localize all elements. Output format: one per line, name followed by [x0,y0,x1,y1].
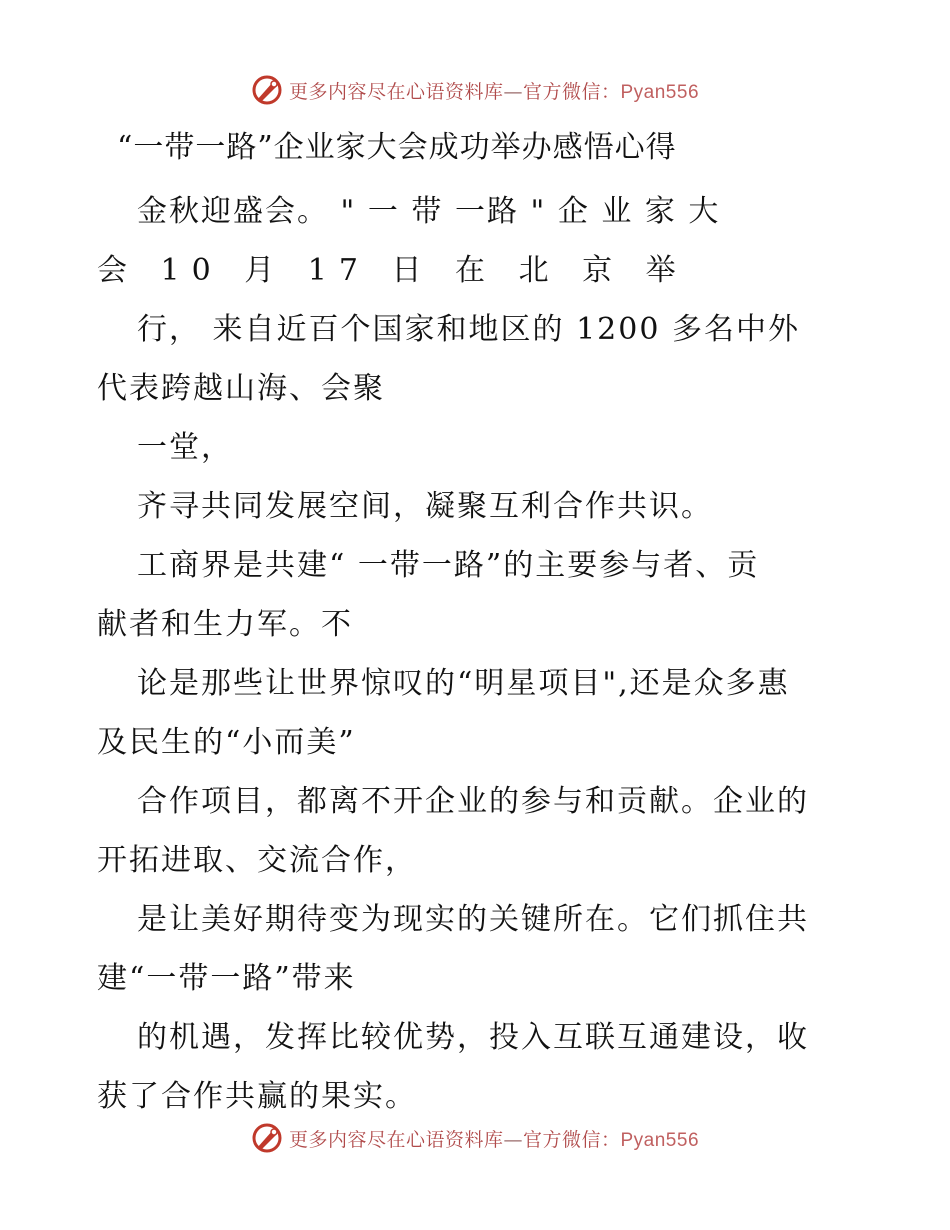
banner-text [289,1125,699,1152]
banner-text [289,77,699,104]
text-line: 论是那些让世界惊叹的“明星项目",还是众多惠 [137,666,790,701]
banner-separator: — [503,1128,523,1151]
text-line: 开拓进取、交流合作， [97,843,417,878]
text-line: 行， 来自近百个国家和地区的 1200 多名中外 [137,312,800,347]
pen-seal-logo-icon [251,74,283,106]
banner-label: 官方微信： [522,80,621,103]
banner-label: 官方微信： [522,1128,621,1151]
text-line: 一堂， [137,430,233,465]
footer-banner [0,1118,950,1158]
text-line: 献者和生力军。不 [97,607,353,642]
text-line: 是让美好期待变为现实的关键所在。它们抓住共 [137,902,809,937]
document-body [97,182,857,1126]
pen-seal-logo-icon [251,1122,283,1154]
banner-site-name: 更多内容尽在心语资料库 [288,80,504,103]
text-line: 合作项目，都离不开企业的参与和贡献。企业的 [137,784,809,819]
banner-wechat-id: Pyan556 [620,1129,700,1151]
text-line: 获了合作共赢的果实。 [97,1079,417,1114]
text-line: 工商界是共建“ 一带一路”的主要参与者、贡 [137,548,760,583]
banner-wechat-id: Pyan556 [620,81,700,103]
text-line: 的机遇，发挥比较优势，投入互联互通建设，收 [137,1020,809,1055]
document-title: “一带一路”企业家大会成功举办感悟心得 [117,130,677,165]
text-line: 齐寻共同发展空间，凝聚互利合作共识。 [137,489,713,524]
text-line: 金秋迎盛会。 " 一 带 一路 " 企 业 家 大 [137,194,721,229]
header-banner [0,70,950,110]
text-line: 会 10 月 17 日 在 北 京 举 [97,253,688,288]
text-line: 代表跨越山海、会聚 [97,371,385,406]
banner-separator: — [503,80,523,103]
text-line: 建“一带一路”带来 [97,961,356,996]
banner-site-name: 更多内容尽在心语资料库 [288,1128,504,1151]
text-line: 及民生的“小而美” [97,725,356,760]
